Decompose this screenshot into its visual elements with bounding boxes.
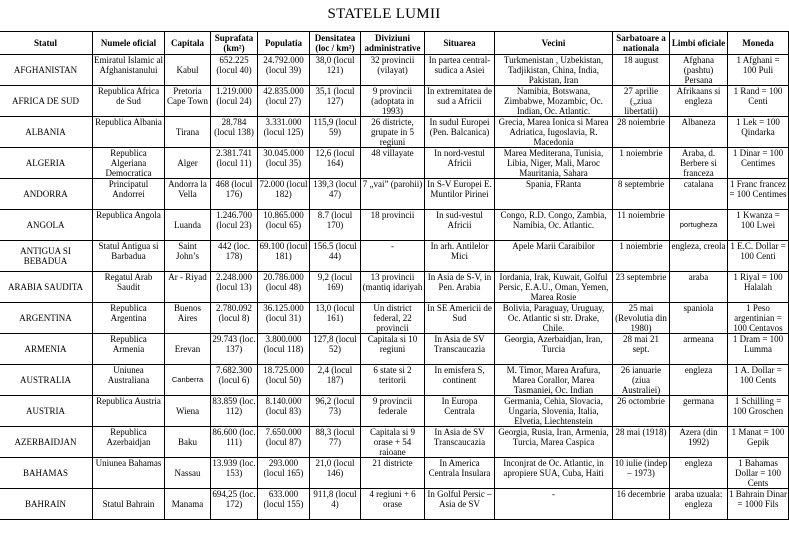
cell-numele: Republica Argentina [93,303,165,334]
header-suprafata: Suprafata (km²) [211,32,258,55]
cell-vecini: Germania, Cehia, Slovacia, Ungaria, Slovenia, Italia, Elvetia, Liechtenstein [495,396,613,427]
cell-limbi: engleza [670,365,728,396]
cell-situarea: In arh. Antilelor Mici [425,241,495,272]
cell-numele: Republica Armenia [93,334,165,365]
cell-statul: ARABIA SAUDITA [0,272,93,303]
cell-statul: BAHRAIN [0,489,93,520]
cell-vecini: Grecia, Marea Ionica si Marea Adriatica, Iugoslavia, R. Macedonia [495,117,613,148]
cell-capitala: Canberra [165,365,211,396]
header-diviziuni: Diviziuni administrative [361,32,425,55]
cell-sarbatoare: 28 noiembrie [613,117,670,148]
cell-populatia: 69.100 (locul 181) [258,241,310,272]
cell-moneda: 1 Kwanza = 100 Lwei [728,210,789,241]
cell-populatia: 7.650.000 (locul 87) [258,427,310,458]
cell-suprafata: 2.381.741 (locul 11) [211,148,258,179]
cell-situarea: In S-V Europei E. Muntilor Pirinei [425,179,495,210]
cell-sarbatoare: 25 mai (Revolutia din 1980) [613,303,670,334]
cell-densitatea: 139,3 (locul 47) [310,179,361,210]
cell-sarbatoare: 27 aprilie („ziua libertatii) [613,86,670,117]
cell-suprafata: 1.219.000 (locul 24) [211,86,258,117]
cell-suprafata: 442 (loc. 178) [211,241,258,272]
cell-limbi: Afrikaans si engleza [670,86,728,117]
cell-numele: Republica Algeriana Democratica [93,148,165,179]
cell-suprafata: 29.743 (loc. 137) [211,334,258,365]
table-row [0,458,789,489]
cell-diviziuni: 9 provincii federale [361,396,425,427]
cell-suprafata: 2.780.092 (locul 8) [211,303,258,334]
cell-capitala: Luanda [165,210,211,241]
cell-capitala: Alger [165,148,211,179]
cell-vecini: Georgia, Rusia, Iran, Armenia, Turcia, Marea Caspica [495,427,613,458]
cell-densitatea: 8.7 (locul 170) [310,210,361,241]
cell-vecini: M. Timor, Marea Arafura, Marea Corallor, Marea Tasmaniei, Oc. Indian [495,365,613,396]
cell-diviziuni: 6 state si 2 teritorii [361,365,425,396]
header-sarbatoare: Sarbatoare a nationala [613,32,670,55]
table-row [0,334,789,365]
cell-limbi: Albaneza [670,117,728,148]
cell-moneda: 1 Riyal = 100 Halalah [728,272,789,303]
cell-situarea: In Golful Persic – Asia de SV [425,489,495,520]
cell-limbi: araba [670,272,728,303]
cell-populatia: 3.331.000 (locul 125) [258,117,310,148]
cell-moneda: 1 Manat = 100 Gepik [728,427,789,458]
cell-situarea: In Asia de SV Transcaucazia [425,334,495,365]
cell-statul: ANTIGUA SI BEBADUA [0,241,93,272]
cell-capitala: Manama [165,489,211,520]
cell-diviziuni: 32 provincii (vilayat) [361,55,425,86]
table-row [0,117,789,148]
cell-capitala: Saint John’s [165,241,211,272]
cell-sarbatoare: 11 noiembrie [613,210,670,241]
table-row [0,148,789,179]
table-row [0,303,789,334]
cell-capitala: Andorra la Vella [165,179,211,210]
cell-vecini: Inconjrat de Oc. Atlantic, in apropiere SUA, Cuba, Haiti [495,458,613,489]
table-row [0,365,789,396]
cell-populatia: 293.000 (locul 165) [258,458,310,489]
cell-moneda: 1 Rand = 100 Centi [728,86,789,117]
header-densitatea: Densitatea (loc / km²) [310,32,361,55]
cell-vecini: Spania, FRanta [495,179,613,210]
cell-vecini: Marea Mediterana, Tunisia, Libia, Niger, Mali, Maroc Mauritania, Sahara [495,148,613,179]
cell-sarbatoare: 1 noiembrie [613,148,670,179]
cell-densitatea: 127,8 (locul 52) [310,334,361,365]
cell-populatia: 24.792.000 (locul 39) [258,55,310,86]
cell-statul: AUSTRIA [0,396,93,427]
table-row [0,272,789,303]
cell-sarbatoare: 28 mai (1918) [613,427,670,458]
cell-moneda: 1 A. Dollar = 100 Cents [728,365,789,396]
table-row [0,179,789,210]
cell-vecini: Georgia, Azerbaidjan, Iran, Turcia [495,334,613,365]
table-row [0,489,789,520]
cell-statul: ALGERIA [0,148,93,179]
header-populatia: Populatia [258,32,310,55]
cell-numele: Republica Austria [93,396,165,427]
cell-diviziuni: - [361,241,425,272]
cell-capitala: Wiena [165,396,211,427]
cell-moneda: 1 Bahrain Dinar = 1000 Fils [728,489,789,520]
cell-diviziuni: Capitala si 10 regiuni [361,334,425,365]
cell-statul: ANGOLA [0,210,93,241]
cell-populatia: 36.125.000 (locul 31) [258,303,310,334]
cell-suprafata: 652.225 (locul 40) [211,55,258,86]
cell-statul: AFRICA DE SUD [0,86,93,117]
cell-limbi: armeana [670,334,728,365]
cell-limbi: Afghana (pashtu) Persana [670,55,728,86]
cell-numele: Uniunea Australiana [93,365,165,396]
cell-numele: Republica Albania [93,117,165,148]
table-row [0,241,789,272]
cell-capitala: Erevan [165,334,211,365]
cell-populatia: 18.725.000 (locul 50) [258,365,310,396]
cell-densitatea: 156.5 (locul 44) [310,241,361,272]
cell-situarea: In Europa Centrala [425,396,495,427]
cell-densitatea: 2,4 (locul 187) [310,365,361,396]
cell-vecini: Congo, R.D. Congo, Zambia, Namibia, Oc. Atlantic. [495,210,613,241]
cell-moneda: 1 Lek = 100 Qindarka [728,117,789,148]
cell-limbi: spaniola [670,303,728,334]
cell-moneda: 1 Dinar = 100 Centimes [728,148,789,179]
cell-statul: AZERBAIDJAN [0,427,93,458]
page-title: STATELE LUMII [327,6,441,22]
header-numele: Numele oficial [93,32,165,55]
cell-situarea: In sud-vestul Africii [425,210,495,241]
cell-densitatea: 13,0 (locul 161) [310,303,361,334]
cell-moneda: 1 Peso argentinian = 100 Centavos [728,303,789,334]
cell-populatia: 20.786.000 (locul 48) [258,272,310,303]
cell-limbi: Araba, d. Berbere si franceza [670,148,728,179]
cell-vecini: Namibia, Botswana, Zimbabwe, Mozambic, Oc. Indian, Oc. Atlantic. [495,86,613,117]
cell-moneda: 1 Dram = 100 Lumma [728,334,789,365]
cell-populatia: 8.140.000 (locul 83) [258,396,310,427]
cell-statul: ARGENTINA [0,303,93,334]
cell-capitala: Baku [165,427,211,458]
cell-densitatea: 96,2 (locul 73) [310,396,361,427]
table-row [0,86,789,117]
table-row [0,210,789,241]
cell-diviziuni: 7 „vai” (parohii) [361,179,425,210]
header-situarea: Situarea [425,32,495,55]
cell-situarea: In Asia de S-V, in Pen. Arabia [425,272,495,303]
cell-situarea: In SE Americii de Sud [425,303,495,334]
cell-populatia: 10.865.000 (locul 65) [258,210,310,241]
cell-numele: Republica Angola [93,210,165,241]
cell-sarbatoare: 23 septembrie [613,272,670,303]
cell-capitala: Ar - Riyad [165,272,211,303]
cell-suprafata: 13.939 (loc. 153) [211,458,258,489]
cell-limbi: engleza [670,458,728,489]
cell-diviziuni: 21 districte [361,458,425,489]
cell-populatia: 633.000 (locul 155) [258,489,310,520]
cell-capitala: Nassau [165,458,211,489]
cell-numele: Regatul Arab Saudit [93,272,165,303]
cell-suprafata: 83.859 (loc. 112) [211,396,258,427]
cell-densitatea: 35,1 (locul 127) [310,86,361,117]
cell-numele: Republica Azerbaidjan [93,427,165,458]
cell-densitatea: 115,9 (locul 59) [310,117,361,148]
cell-suprafata: 2.248.000 (locul 13) [211,272,258,303]
cell-limbi: portugheza [670,210,728,241]
cell-limbi: engleza, creola [670,241,728,272]
cell-moneda: 1 Schilling = 100 Groschen [728,396,789,427]
cell-capitala: Tirana [165,117,211,148]
cell-sarbatoare: 1 noiembrie [613,241,670,272]
cell-vecini: Iordania, Irak, Kuwait, Golful Persic, E.A.U., Oman, Yemen, Marea Rosie [495,272,613,303]
cell-diviziuni: 4 regiuni + 6 orase [361,489,425,520]
cell-sarbatoare: 26 ianuarie (ziua Australiei) [613,365,670,396]
cell-populatia: 72.000 (locul 182) [258,179,310,210]
cell-statul: AUSTRALIA [0,365,93,396]
cell-situarea: In partea central-sudica a Asiei [425,55,495,86]
cell-capitala: Pretoria Cape Town [165,86,211,117]
cell-situarea: In nord-vestul Africii [425,148,495,179]
cell-sarbatoare: 8 septembrie [613,179,670,210]
header-statul: Statul [0,32,93,55]
cell-vecini: Turkmenistan , Uzbekistan, Tadjikistan, China, India, Pakistan, Iran [495,55,613,86]
cell-numele: Emiratul Islamic al Afghanistanului [93,55,165,86]
header-moneda: Moneda [728,32,789,55]
cell-sarbatoare: 16 decembrie [613,489,670,520]
cell-limbi: Azera (din 1992) [670,427,728,458]
cell-suprafata: 28.784 (locul 138) [211,117,258,148]
cell-populatia: 42.835.000 (locul 27) [258,86,310,117]
cell-numele: Uniunea Bahamas [93,458,165,489]
cell-limbi: catalana [670,179,728,210]
cell-diviziuni: Un district federal, 22 provincii [361,303,425,334]
cell-situarea: In emisfera S, continent [425,365,495,396]
cell-moneda: 1 Afghani = 100 Puli [728,55,789,86]
cell-sarbatoare: 26 octombrie [613,396,670,427]
cell-sarbatoare: 18 august [613,55,670,86]
cell-diviziuni: 48 villayate [361,148,425,179]
cell-diviziuni: 18 provincii [361,210,425,241]
cell-sarbatoare: 28 mai 21 sept. [613,334,670,365]
cell-diviziuni: 13 provincii (mantiq idariyah [361,272,425,303]
cell-vecini: Apele Marii Caraibilor [495,241,613,272]
cell-numele: Statul Bahrain [93,489,165,520]
cell-numele: Republica Africa de Sud [93,86,165,117]
cell-statul: ALBANIA [0,117,93,148]
cell-suprafata: 468 (locul 176) [211,179,258,210]
cell-situarea: In extremitatea de sud a Africii [425,86,495,117]
cell-densitatea: 9,2 (locul 169) [310,272,361,303]
cell-suprafata: 694,25 (loc. 172) [211,489,258,520]
cell-capitala: Kabul [165,55,211,86]
cell-densitatea: 38,0 (locul 121) [310,55,361,86]
cell-situarea: In sudul Europei (Pen. Balcanica) [425,117,495,148]
cell-vecini: - [495,489,613,520]
table-row [0,55,789,86]
cell-moneda: 1 E.C. Dollar = 100 Centi [728,241,789,272]
header-limbi: Limbi oficiale [670,32,728,55]
cell-statul: AFGHANISTAN [0,55,93,86]
header-capitala: Capitala [165,32,211,55]
cell-moneda: 1 Bahamas Dollar = 100 Cents [728,458,789,489]
cell-limbi: germana [670,396,728,427]
cell-vecini: Bolivia, Paraguay, Uruguay, Oc. Atlantic si str. Drake, Chile. [495,303,613,334]
countries-table-container [0,31,788,520]
cell-numele: Principatul Andorrei [93,179,165,210]
countries-table [0,31,789,520]
table-row [0,427,789,458]
cell-capitala: Buenos Aires [165,303,211,334]
cell-statul: BAHAMAS [0,458,93,489]
cell-populatia: 3.800.000 (locul 118) [258,334,310,365]
cell-sarbatoare: 10 iulie (indep – 1973) [613,458,670,489]
cell-densitatea: 21,0 (locul 146) [310,458,361,489]
cell-populatia: 30.045.000 (locul 35) [258,148,310,179]
header-row [0,32,789,55]
cell-densitatea: 12,6 (locul 164) [310,148,361,179]
cell-suprafata: 7.682.300 (locul 6) [211,365,258,396]
cell-situarea: In America Centrala Insulara [425,458,495,489]
cell-diviziuni: 26 districte, grupate in 5 regiuni [361,117,425,148]
cell-numele: Statul Antigua si Barbadua [93,241,165,272]
cell-statul: ANDORRA [0,179,93,210]
cell-suprafata: 1.246.700 (locul 23) [211,210,258,241]
cell-statul: ARMENIA [0,334,93,365]
cell-diviziuni: Capitala si 9 orase + 54 raioane [361,427,425,458]
cell-diviziuni: 9 provincii (adoptata in 1993) [361,86,425,117]
table-row [0,396,789,427]
header-vecini: Vecini [495,32,613,55]
cell-densitatea: 911,8 (locul 4) [310,489,361,520]
cell-densitatea: 88,3 (locul 77) [310,427,361,458]
cell-suprafata: 86.600 (loc. 111) [211,427,258,458]
cell-limbi: araba uzuala: engleza [670,489,728,520]
cell-situarea: In Asia de SV Transcaucazia [425,427,495,458]
cell-moneda: 1 Franc francez = 100 Centimes [728,179,789,210]
